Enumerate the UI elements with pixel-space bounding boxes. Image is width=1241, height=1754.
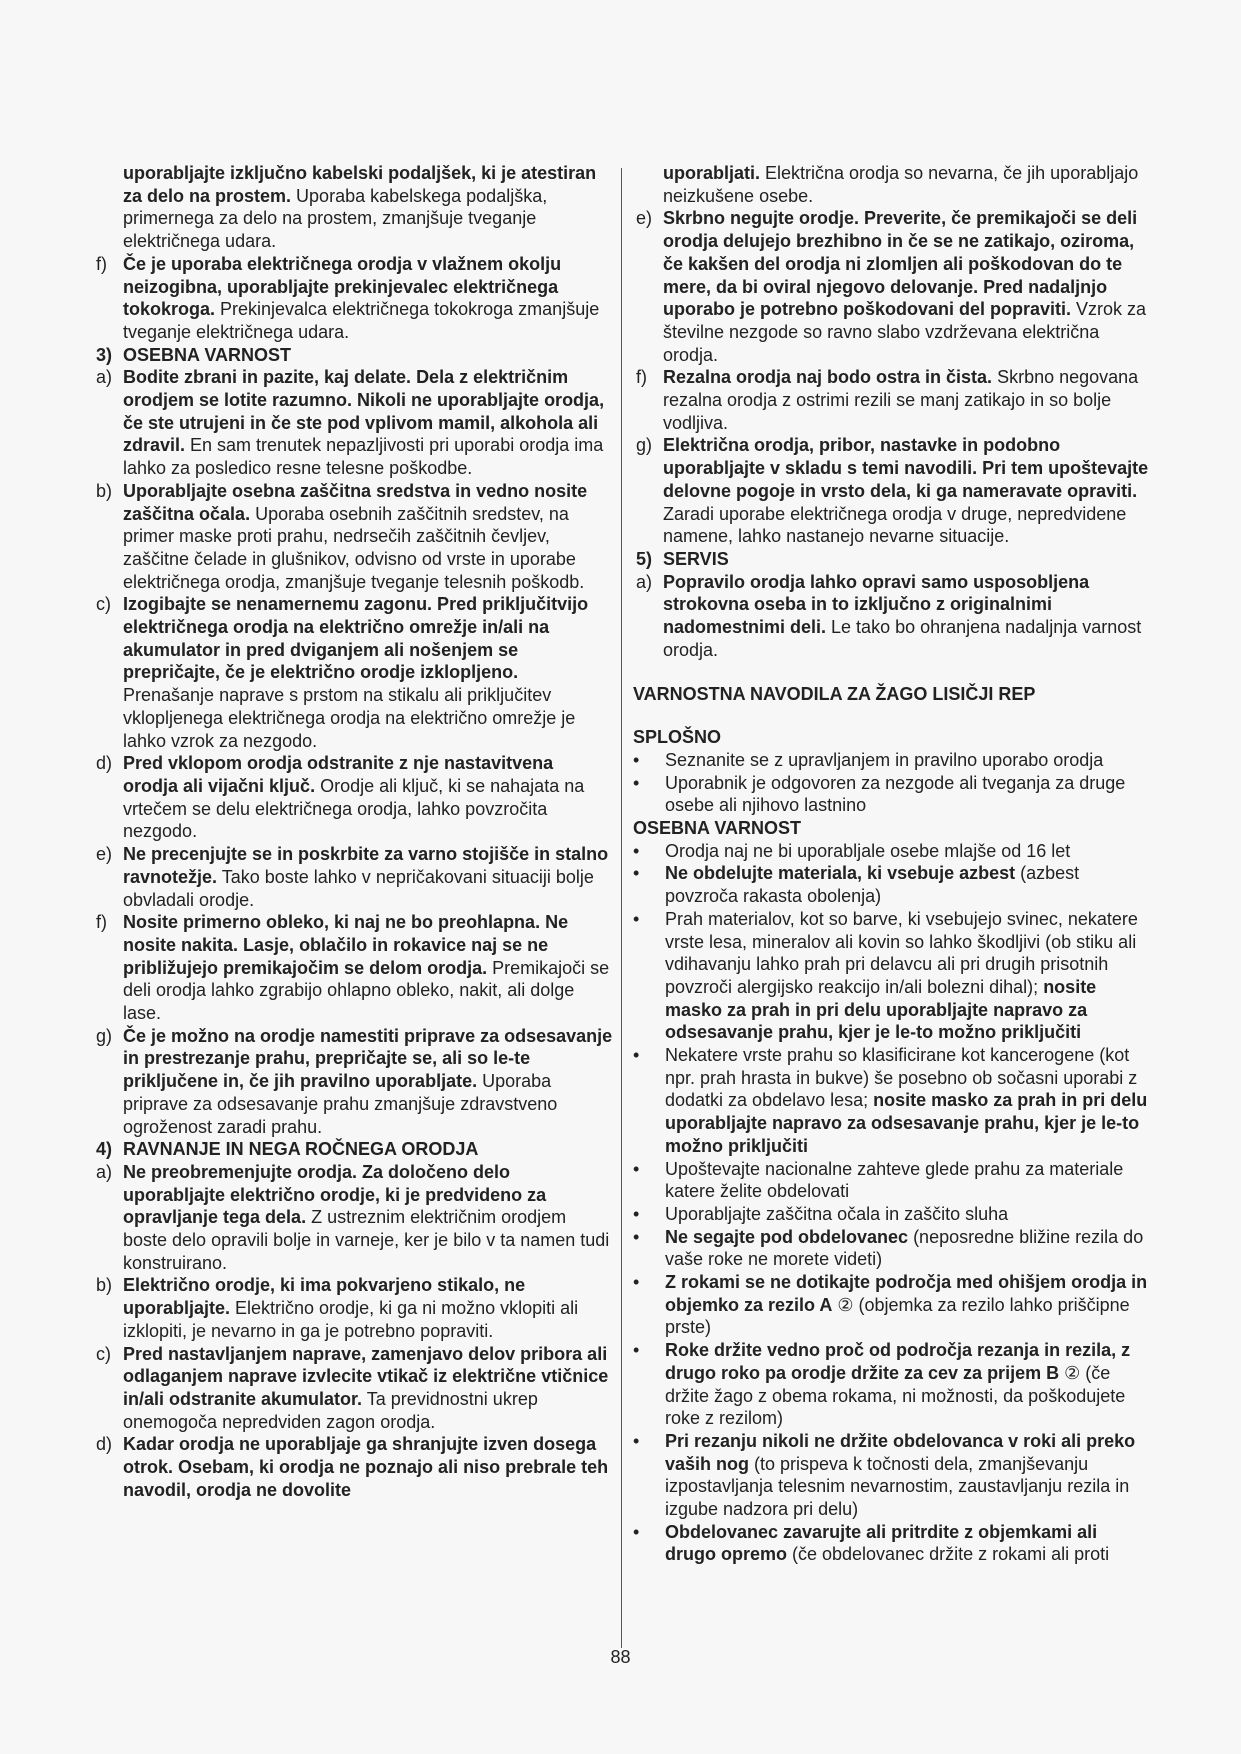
general-item-2: • Uporabnik je odgovoren za nezgode ali tveganja za druge osebe ali njihovo lastnino — [633, 772, 1126, 816]
item-g-usage: g) Električna orodja, pribor, nastavke in podobno uporabljajte v skladu s temi navodili. Pri tem upoštevajte delovne pogoje in vrsto dela, ki ga nameravate opraviti. Zaradi uporabe električnega orodja v druge, nepredvidene namene, lahko nastanejo nevarne situacije. — [636, 435, 1149, 547]
item-3f: f) Nosite primerno obleko, ki naj ne bo preohlapna. Ne nosite nakita. Lasje, oblačilo in rokavice naj se ne približujejo premikajočim se delom orodja. Premikajoči se deli orodja lahko zgrabijo ohlapno obleko, nakit, ali dolge lase. — [96, 912, 610, 1024]
general-title: SPLOŠNO — [633, 727, 722, 748]
item-3g: g) Če je možno na orodje namestiti priprave za odsesavanje in prestrezanje prahu, prepričajte se, ali so le-te priključene in, če jih pravilno uporabljate. Uporaba priprave za odsesavanje prahu zmanjšuje zdravstveno ogroženost zaradi prahu. — [96, 1025, 613, 1137]
safety-bullet-10: • Pri rezanju nikoli ne držite obdelovanca v roki ali preko vaših nog (to prispeva k točnosti dela, zmanjševanju izpostavljanja telesnim nevarnostim, zaustavljanju rezila in izgube nadzora pri delu) — [633, 1430, 1136, 1520]
item-5a: a) Popravilo orodja lahko opravi samo usposobljena strokovna oseba in to izključno z originalnimi nadomestnimi deli. Le tako bo ohranjena nadaljnja varnost orodja. — [636, 571, 1142, 660]
safety-bullet-11: • Obdelovanec zavarujte ali pritrdite z objemkami ali drugo opremo (če obdelovanec držite z rokami ali proti — [633, 1521, 1110, 1565]
safety-bullet-1: • Orodja naj ne bi uporabljale osebe mlajše od 16 let — [633, 840, 1071, 861]
safety-bullet-8: • Z rokami se ne dotikajte področja med ohišjem orodja in objemko za rezilo A ② (objemka za rezilo lahko priščipne prste) — [633, 1272, 1148, 1338]
page-number: 88 — [610, 1647, 631, 1667]
item-3b: b) Uporabljajte osebna zaščitna sredstva in vedno nosite zaščitna očala. Uporaba osebnih zaščitnih sredstev, na primer maske proti prahu, nedrsečih zaščitnih čevljev, zaščitne čelade in glušnikov, odvisno od vrste in uporabe električnega orodja, zmanjšuje tveganje telesnih poškodb. — [96, 480, 588, 592]
section-4-heading: 4) RAVNANJE IN NEGA ROČNEGA ORODJA — [96, 1139, 479, 1160]
item-4a: a) Ne preobremenjujte orodja. Za določeno delo uporabljajte električno orodje, ki je predvideno za opravljanje tega dela. Z ustreznim električnim orodjem boste delo opravili bolje in varneje, ker je bilo v ta namen tudi konstruirano. — [96, 1161, 610, 1273]
item-f-moist-environment: f) Če je uporaba električnega orodja v vlažnem okolju neizogibna, uporabljajte prekinjevalec električnega tokokroga. Prekinjevalca električnega tokokroga zmanjšuje tveganje električnega udara. — [96, 253, 600, 342]
item-4d: d) Kadar orodja ne uporabljaje ga shranjujte izven dosega otrok. Osebam, ki orodja ne poznajo ali niso prebrale teh navodil, orodja ne dovolite — [96, 1434, 609, 1500]
item-4c: c) Pred nastavljanjem naprave, zamenjavo delov pribora ali odlaganjem naprave izvlecite vtikač iz električne vtičnice in/ali odstranite akumulator. Ta previdnostni ukrep onemogoča nepredviden zagon orodja. — [96, 1343, 609, 1432]
item-3e: e) Ne precenjujte se in poskrbite za varno stojišče in stalno ravnotežje. Tako boste lahko v nepričakovani situaciji bolje obvladali orodje. — [96, 844, 609, 910]
safety-bullet-9: • Roke držite vedno proč od področja rezanja in rezila, z drugo roko pa orodje držite za cev za prijem B ② (če držite žago z obema rokama, ni možnosti, da poškodujete roke z rezilom) — [633, 1340, 1131, 1429]
paragraph-continued: uporabljajte izključno kabelski podaljšek, ki je atestiran za delo na prostem. Uporaba kabelskega podaljška, primernega za delo na prostem, zmanjšuje tveganje električnega udara. — [123, 163, 597, 252]
section-3-heading: 3) OSEBNA VARNOST — [96, 344, 292, 365]
paragraph-continued-right: uporabljati. Električna orodja so nevarna, če jih uporabljajo neizkušene osebe. — [663, 163, 1139, 206]
safety-bullet-7: • Ne segajte pod obdelovanec (neposredne bližine rezila do vaše roke ne morete videti) — [633, 1226, 1144, 1270]
safety-bullet-6: • Uporabljajte zaščitna očala in zaščito sluha — [633, 1203, 1009, 1224]
safety-bullet-3: • Prah materialov, kot so barve, ki vsebujejo svinec, nekatere vrste lesa, mineralov ali kovin so lahko škodljivi (ob stiku ali vdihavanju lahko prah pri delavcu ali pri drugih prisotnih povzroči alergijsko reakcijo in/ali bolezni dihal); nosite masko za prah in pri delu uporabljajte napravo za odsesavanje prahu, kjer je le-to možno priključiti — [633, 908, 1138, 1043]
column-divider — [621, 168, 622, 1648]
safety-bullet-2: • Ne obdelujte materiala, ki vsebuje azbest (azbest povzroča rakasta obolenja) — [633, 863, 1080, 907]
section-5-heading: 5) SERVIS — [636, 548, 729, 569]
safety-bullet-5: • Upoštevajte nacionalne zahteve glede prahu za materiale katere želite obdelovati — [633, 1158, 1124, 1202]
personal-safety-title: OSEBNA VARNOST — [633, 817, 802, 838]
right-column — [633, 162, 1151, 1566]
general-item-1: • Seznanite se z upravljanjem in pravilno uporabo orodja — [633, 749, 1104, 770]
item-e-tool-care: e) Skrbno negujte orodje. Preverite, če premikajoči se deli orodja delujejo brezhibno in če se ne zatikajo, oziroma, če kakšen del orodja ni zlomljen ali poškodovan do te mere, da bi oviral njegovo delovanje. Pred nadaljnjo uporabo je potrebno poškodovani del popraviti. Vzrok za številne nezgode so ravno slabo vzdrževana električna orodja. — [636, 208, 1147, 365]
item-3d: d) Pred vklopom orodja odstranite z nje nastavitvena orodja ali vijačni ključ. Orodje ali ključ, ki se nahajata na vrtečem se delu električnega orodja, lahko povzročita nezgodo. — [96, 753, 585, 842]
item-3c: c) Izogibajte se nenamernemu zagonu. Pred priključitvijo električnega orodja na električno omrežje in/ali na akumulator in pred dviganjem ali nošenjem se prepričajte, če je električno orodje izklopljeno. Prenašanje naprave s prstom na stikalu ali priključitev vklopljenega električnega orodja na električno omrežje je lahko vzrok za nezgodo. — [96, 594, 589, 751]
item-f-sharp-tools: f) Rezalna orodja naj bodo ostra in čista. Skrbno negovana rezalna orodja z ostrimi rezili se manj zatikajo in so bolje vodljiva. — [636, 367, 1139, 433]
safety-bullet-4: • Nekatere vrste prahu so klasificirane kot kancerogene (kot npr. prah hrasta in bukve) še posebno ob sočasni uporabi z dodatki za obdelavo lesa; nosite masko za prah in pri delu uporabljajte napravo za odsesavanje prahu, kjer je le-to možno priključiti — [633, 1045, 1148, 1156]
item-3a: a) Bodite zbrani in pazite, kaj delate. Dela z električnim orodjem se lotite razumno. Nikoli ne uporabljajte orodja, če ste utrujeni in če ste pod vplivom mamil, alkohola ali zdravil. En sam trenutek nepazljivosti pri uporabi orodja ima lahko za posledico resne telesne poškodbe. — [96, 367, 605, 479]
main-section-title: VARNOSTNA NAVODILA ZA ŽAGO LISIČJI REP — [633, 684, 1036, 705]
item-4b: b) Električno orodje, ki ima pokvarjeno stikalo, ne uporabljajte. Električno orodje, ki ga ni možno vklopiti ali izklopiti, je nevarno in ga je potrebno popraviti. — [96, 1275, 579, 1341]
left-column — [93, 162, 613, 1501]
